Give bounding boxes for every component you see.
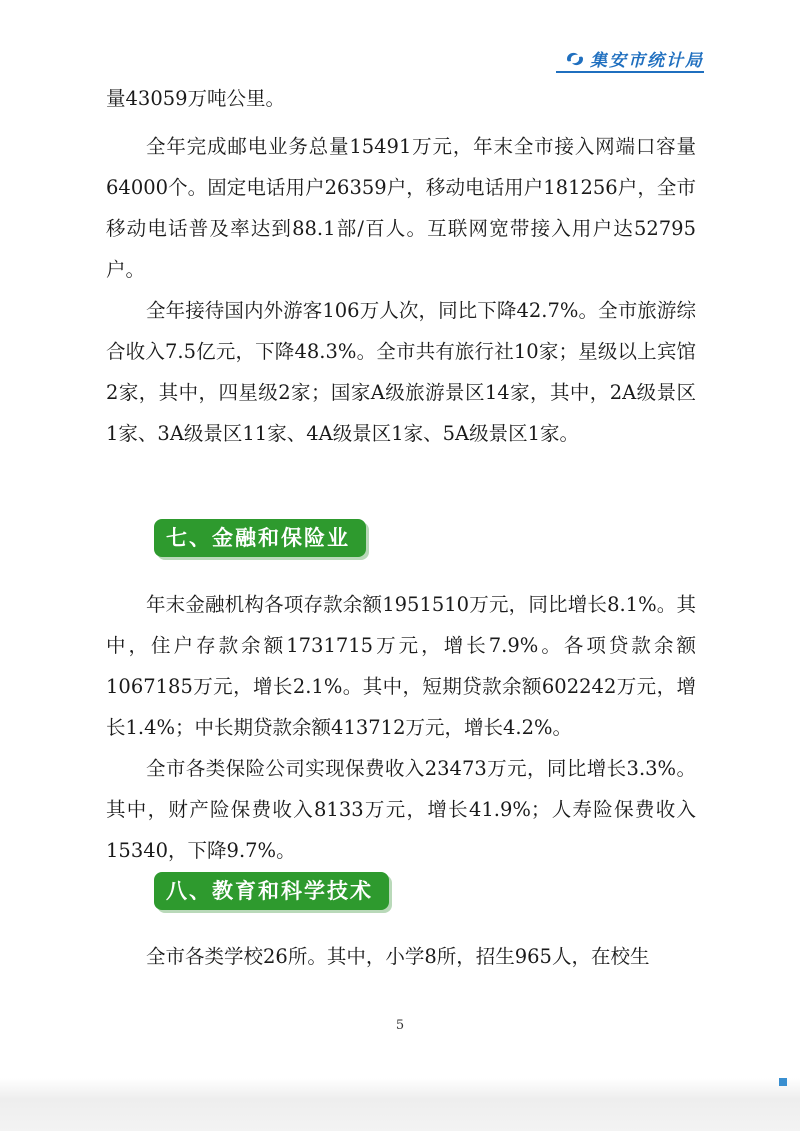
scan-bottom-shadow [0,1078,800,1131]
header-rule [556,71,704,73]
paragraph-text: 全市各类学校26所。其中，小学8所，招生965人，在校生 [146,945,650,968]
scan-corner-mark [779,1078,787,1086]
paragraph-text: 全年完成邮电业务总量15491万元，年末全市接入网端口容量64000个。固定电话用户26359户，移动电话用户181256户，全市移动电话普及率达到88.1部/百人。互联网宽带接入用户达52795户。 [106,135,696,281]
paragraph-text: 全市各类保险公司实现保费收入23473万元，同比增长3.3%。其中，财产险保费收入8133万元，增长41.9%；人寿险保费收入15340，下降9.7%。 [106,757,696,862]
paragraph-finance-deposits [106,584,696,748]
paragraph-text: 年末金融机构各项存款余额1951510万元，同比增长8.1%。其中，住户存款余额1731715万元，增长7.9%。各项贷款余额1067185万元，增长2.1%。其中，短期贷款余额602242万元，增长1.4%；中长期贷款余额413712万元，增长4.2%。 [106,593,696,739]
paragraph-postal-telecom [106,126,696,290]
paragraph-education [106,936,696,977]
paragraph-text: 量43059万吨公里。 [106,87,286,110]
statistics-bureau-logo-icon [564,50,586,68]
section-heading-text: 八、教育和科学技术 [166,879,373,903]
paragraph-text: 全年接待国内外游客106万人次，同比下降42.7%。全市旅游综合收入7.5亿元，下降48.3%。全市共有旅行社10家；星级以上宾馆2家，其中，四星级2家；国家A级旅游景区14家，其中，2A级景区1家、3A级景区11家、4A级景区1家、5A级景区1家。 [106,299,696,445]
paragraph-insurance [106,748,696,871]
section-heading-finance [154,519,366,557]
page-number: 5 [395,1018,405,1033]
section-heading-text: 七、金融和保险业 [166,526,350,550]
section-heading-education [154,872,389,910]
page-header [564,46,704,71]
paragraph-tourism [106,290,696,454]
paragraph-freight-tail [106,78,696,119]
header-org-name: 集安市统计局 [590,51,704,71]
